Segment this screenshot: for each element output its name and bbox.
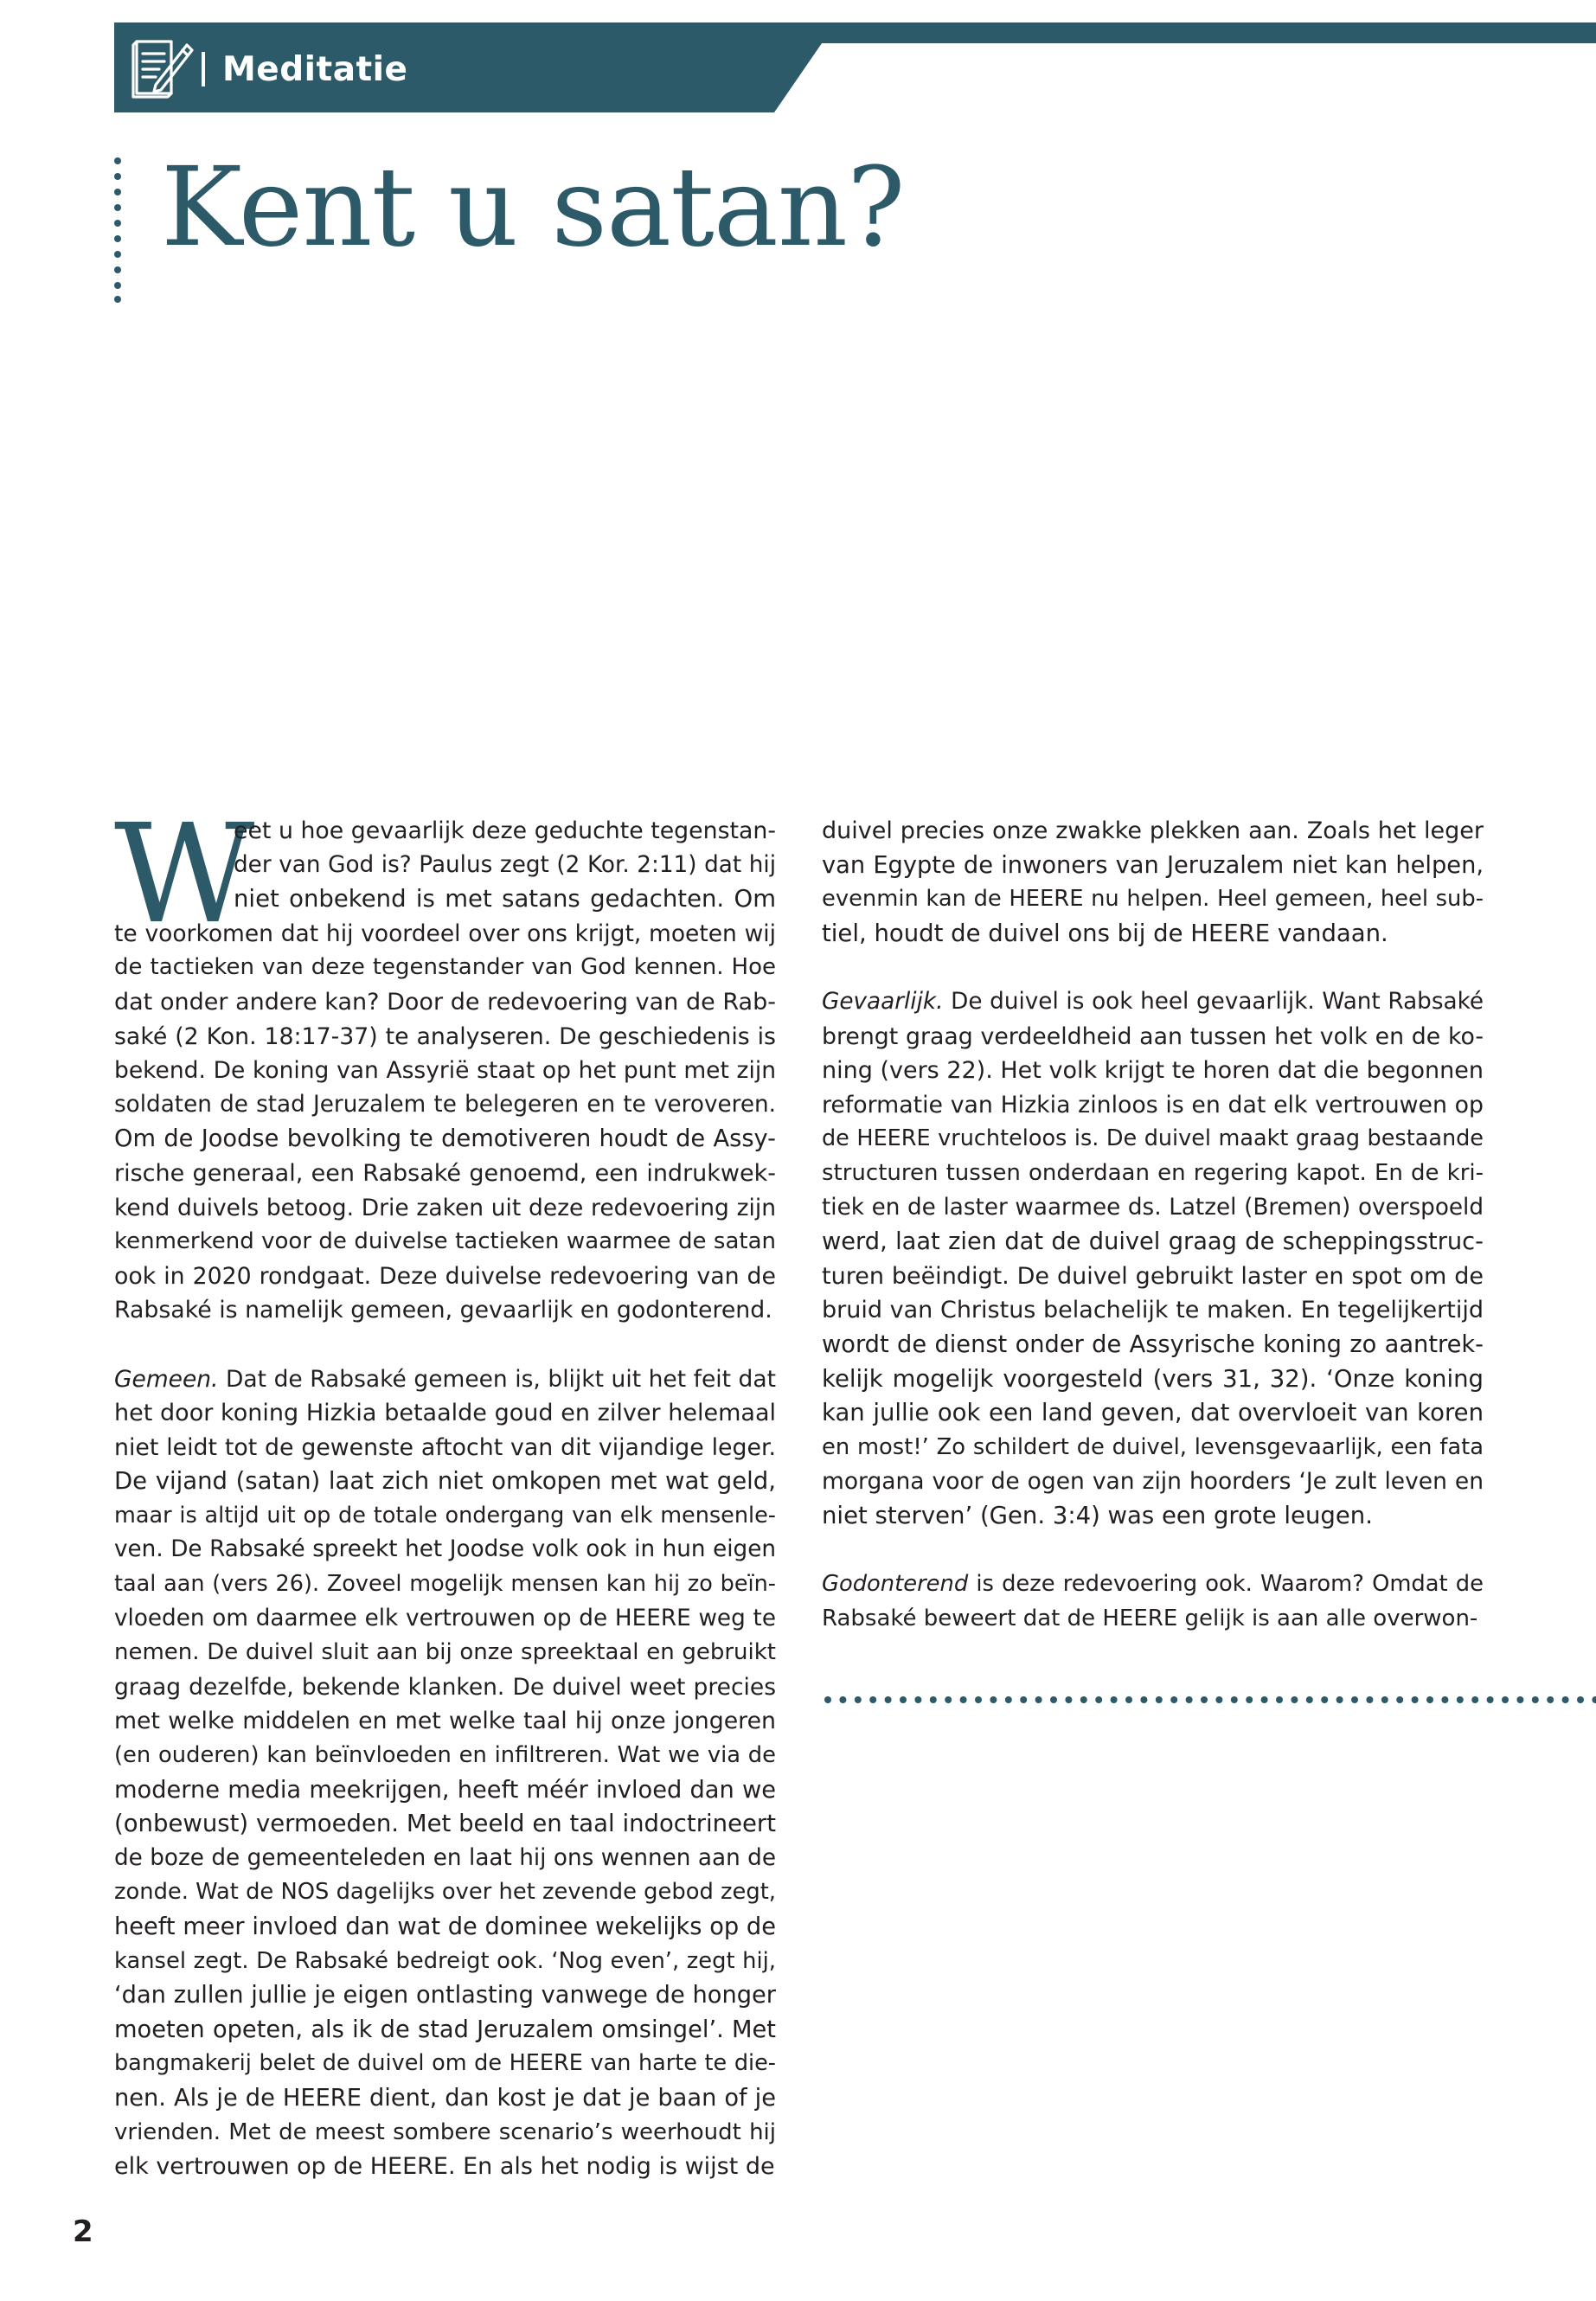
text-line-content: van Egypte de inwoners van Jeruzalem niet kan helpen, [822,851,1484,879]
text-line-content: moderne media meekrijgen, heeft méér invloed dan we [114,1776,776,1804]
text-line-content: tiek en de laster waarmee ds. Latzel (Bremen) overspoeld [822,1194,1484,1221]
text-line [114,1465,776,1499]
separator [202,52,205,87]
decoration-dot [1035,1696,1042,1703]
text-line-content: graag dezelfde, bekende klanken. De duivel weet precies [114,1673,776,1701]
text-line [822,1225,1484,1259]
text-line [114,1670,776,1705]
decoration-dot [1095,1696,1102,1703]
paragraph [114,1362,776,2184]
text-line-content: zonde. Wat de NOS dagelijks over het zevende gebod zegt, [114,1879,776,1906]
text-line-content: brengt graag verdeeldheid aan tussen het volk en de ko- [822,1022,1484,1050]
text-line [114,2081,776,2116]
text-line-content: ven. De Rabsaké spreekt het Joodse volk ook in hun eigen [114,1536,776,1563]
text-line [114,1225,776,1259]
decoration-dot [975,1696,982,1703]
text-line-content: moeten opeten, als ik de stad Jeruzalem omsingel’. Met [114,2016,776,2043]
decoration-dot [1487,1696,1494,1703]
text-line [822,1157,1484,1191]
text-line-content: eet u hoe gevaarlijk deze geduchte tegenstan- [234,817,776,844]
text-line-content: structuren tussen onderdaan en regering kapot. En de kri- [822,1159,1484,1186]
article-title: Kent u satan? [161,144,905,271]
text-line [114,1054,776,1088]
decoration-dot [1050,1696,1057,1703]
drop-cap: W [114,795,255,954]
paragraph [822,1567,1484,1636]
text-line [114,1259,776,1294]
text-line-content: kelijk mogelijk voorgesteld (vers 31, 32). ‘Onze koning [822,1364,1484,1393]
text-line-content: De duivel is ook heel gevaarlijk. Want Rabsaké [943,988,1484,1015]
paragraph-gap [822,951,1484,985]
paragraph-lead: Gemeen. [114,1365,219,1393]
decoration-dot [839,1696,846,1703]
text-line [114,1704,776,1739]
title-dots-decoration [111,156,125,303]
decoration-dot [1592,1696,1596,1703]
text-line-content: het door koning Hizkia betaalde goud en zilver helemaal [114,1400,776,1427]
text-line [822,814,1484,849]
text-line-content: elk vertrouwen op de HEERE. En als het nodig is wijst de [114,2153,775,2181]
paragraph [114,814,776,1328]
decoration-dot [1381,1696,1388,1703]
text-line [114,917,776,952]
text-line-content: Rabsaké is namelijk gemeen, gevaarlijk en godonterend. [114,1297,772,1324]
text-line-content: kan jullie ook een land geven, dat overvloeit van koren [822,1399,1484,1427]
text-line [114,1842,776,1876]
decoration-dot [1366,1696,1373,1703]
decoration-dot [900,1696,907,1703]
decoration-dot [1516,1696,1523,1703]
text-line-content: duivel precies onze zwakke plekken aan. Zoals het leger [822,817,1484,844]
text-line-content: heeft meer invloed dan wat de dominee wekelijks op de [114,1913,776,1940]
decoration-dot [1321,1696,1328,1703]
text-line-content: dat onder andere kan? Door de redevoering van de Rab- [114,988,776,1016]
text-line [822,1293,1484,1328]
column-end-dots-decoration [822,1694,1596,1706]
text-line [114,1122,776,1157]
decoration-dot [1125,1696,1132,1703]
text-line [114,1739,776,1773]
decoration-dot [914,1696,921,1703]
text-line-content: vrienden. Met de meest sombere scenario’s weerhoudt hij [114,2118,776,2145]
section-label [202,42,407,97]
decoration-dot [1532,1696,1539,1703]
decoration-dot [1396,1696,1403,1703]
text-line [114,1396,776,1431]
text-line [114,1807,776,1842]
decoration-dot [1170,1696,1177,1703]
text-line [822,1567,1484,1602]
text-line-content: der van God is? Paulus zegt (2 Kor. 2:11) dat hij [234,851,776,878]
paragraph-gap [114,1328,776,1362]
decoration-dot [1306,1696,1313,1703]
text-line-content: kansel zegt. De Rabsaké bedreigt ook. ‘Nog even’, zegt hij, [114,1947,776,1974]
text-line-content: vloeden om daarmee elk vertrouwen op de HEERE weg te [114,1605,776,1631]
decoration-dot [869,1696,876,1703]
pen-and-paper-icon [130,35,195,100]
text-line [114,849,776,883]
decoration-dot [930,1696,937,1703]
text-line-content: soldaten de stad Jeruzalem te belegeren en te veroveren. [114,1091,776,1118]
decoration-dot [1261,1696,1268,1703]
text-line [114,1157,776,1191]
text-line [114,1533,776,1567]
text-line [114,1362,776,1397]
section-label-text: Meditatie [222,49,408,89]
text-line [114,1567,776,1602]
decoration-dot [1502,1696,1509,1703]
text-line-content: met welke middelen en met welke taal hij onze jongeren [114,1708,776,1735]
text-line-content: kend duivels betoog. Drie zaken uit deze redevoering zijn [114,1194,776,1221]
text-line-content: te voorkomen dat hij voordeel over ons krijgt, moeten wij [114,920,776,947]
text-line [822,1088,1484,1123]
article-column-left [114,814,776,2184]
text-line-content: taal aan (vers 26). Zoveel mogelijk mensen kan hij zo beïn- [114,1571,776,1598]
text-line [114,1499,776,1534]
decoration-dot [1156,1696,1163,1703]
text-line [114,2013,776,2048]
decoration-dot [1547,1696,1554,1703]
text-line-content: evenmin kan de HEERE nu helpen. Heel gemeen, heel sub- [822,886,1484,913]
text-line [822,1328,1484,1362]
decoration-dot [1215,1696,1222,1703]
text-line [114,1191,776,1226]
decoration-dot [1412,1696,1419,1703]
text-line [822,1499,1484,1534]
text-line [114,1602,776,1637]
text-line-content: morgana voor de ogen van zijn hoorders ‘Je zult leven en [822,1468,1484,1496]
text-line-content: ning (vers 22). Het volk krijgt te horen dat die begonnen [822,1057,1484,1085]
decoration-dot [1080,1696,1087,1703]
text-line [114,814,776,849]
text-line [114,1636,776,1670]
decoration-dot [1201,1696,1208,1703]
paragraph-gap [822,1533,1484,1567]
text-line [822,882,1484,917]
text-line-content: maar is altijd uit op de totale ondergang van elk mensenle- [114,1502,776,1529]
text-line [822,1259,1484,1294]
text-line-content: tiel, houdt de duivel ons bij de HEERE vandaan. [822,919,1388,947]
text-line [822,917,1484,952]
decoration-dot [1140,1696,1147,1703]
decoration-dot [1291,1696,1298,1703]
text-line [114,1910,776,1945]
text-line-content: kenmerkend voor de duivelse tactieken waarmee de satan [114,1228,776,1255]
text-line [114,1773,776,1808]
text-line [822,1396,1484,1431]
paragraph-lead: Godonterend [822,1571,969,1598]
text-line-content: de HEERE vruchteloos is. De duivel maakt graag bestaande [822,1125,1484,1152]
text-line-content: bekend. De koning van Assyrië staat op het punt met zijn [114,1057,776,1085]
decoration-dot [1577,1696,1584,1703]
text-line [114,1293,776,1328]
decoration-dot [1111,1696,1118,1703]
text-line-content: nen. Als je de HEERE dient, dan kost je dat je baan of je [114,2084,776,2112]
decoration-dot [1336,1696,1343,1703]
text-line [114,1875,776,1910]
text-line [822,1431,1484,1465]
text-line-content: niet onbekend is met satans gedachten. Om [234,885,776,913]
text-line-content: de tactieken van deze tegenstander van God kennen. Hoe [114,954,776,981]
text-line [114,1020,776,1054]
text-line-content: ‘dan zullen jullie je eigen ontlasting vanwege de honger [114,1982,776,2009]
text-line [114,1978,776,2013]
decoration-dot [1005,1696,1012,1703]
text-line [114,985,776,1020]
text-line-content: bangmakerij belet de duivel om de HEERE van harte te die- [114,2050,776,2077]
decoration-dot [1276,1696,1283,1703]
text-line-content: (en ouderen) kan beïnvloeden en infiltreren. Wat we via de [114,1742,776,1769]
text-line [822,1020,1484,1054]
text-line-content: niet leidt tot de gewenste aftocht van dit vijandige leger. [114,1433,776,1461]
decoration-dot [885,1696,892,1703]
decoration-dot [1426,1696,1433,1703]
text-line [114,2047,776,2081]
text-line-content: werd, laat zien dat de duivel graag de scheppingsstruc- [822,1228,1484,1256]
text-line-content: (onbewust) vermoeden. Met beeld en taal indoctrineert [114,1810,776,1838]
text-line-content: de boze de gemeenteleden en laat hij ons wennen aan de [114,1844,776,1871]
decoration-dot [1351,1696,1358,1703]
decoration-dot [1186,1696,1193,1703]
decoration-dot [1231,1696,1238,1703]
article-column-right [822,814,1484,1636]
text-line [822,1362,1484,1397]
decoration-dot [1441,1696,1448,1703]
paragraph [822,985,1484,1534]
text-line [114,882,776,917]
decoration-dot [1562,1696,1569,1703]
text-line-content: nemen. De duivel sluit aan bij onze spreektaal en gebruikt [114,1639,776,1666]
text-line [114,1431,776,1465]
decoration-dot [855,1696,862,1703]
decoration-dot [1246,1696,1253,1703]
text-line-content: De vijand (satan) laat zich niet omkopen met wat geld, [114,1467,776,1496]
decoration-dot [990,1696,997,1703]
text-line-content: rische generaal, een Rabsaké genoemd, een indrukwek- [114,1159,776,1187]
text-line-content: reformatie van Hizkia zinloos is en dat elk vertrouwen op [822,1091,1484,1118]
text-line-content: saké (2 Kon. 18:17-37) te analyseren. De geschiedenis is [114,1022,776,1050]
text-line [114,2150,776,2184]
text-line-content: niet sterven’ (Gen. 3:4) was een grote leugen. [822,1501,1373,1529]
text-line-content: is deze redevoering ook. Waarom? Omdat de [968,1571,1484,1598]
text-line [822,1122,1484,1157]
decoration-dot [1065,1696,1072,1703]
text-line [114,1088,776,1123]
text-line [822,849,1484,883]
text-line [822,1602,1484,1637]
text-line-content: wordt de dienst onder de Assyrische koning zo aantrek- [822,1330,1484,1358]
text-line [114,2116,776,2150]
text-line [822,985,1484,1020]
decoration-dot [1020,1696,1027,1703]
text-line-content: Rabsaké beweert dat de HEERE gelijk is aan alle overwon- [822,1605,1478,1631]
text-line-content: en most!’ Zo schildert de duivel, levensgevaarlijk, een fata [822,1433,1484,1460]
decoration-dot [945,1696,952,1703]
text-line [822,1191,1484,1226]
text-line-content: Dat de Rabsaké gemeen is, blijkt uit het feit dat [218,1365,776,1393]
decoration-dot [1471,1696,1478,1703]
text-line-content: bruid van Christus belachelijk te maken. En tegelijkertijd [822,1297,1484,1324]
text-line [114,1945,776,1979]
page-number: 2 [73,2214,93,2249]
text-line [822,1054,1484,1088]
paragraph [822,814,1484,951]
decoration-dot [960,1696,967,1703]
text-line-content: Om de Joodse bevolking te demotiveren houdt de Assy- [114,1125,776,1153]
paragraph-lead: Gevaarlijk. [822,988,944,1015]
text-line [822,1465,1484,1499]
text-line-content: turen beëindigt. De duivel gebruikt laster en spot om de [822,1262,1484,1290]
decoration-dot [824,1696,831,1703]
text-line [114,951,776,985]
decoration-dot [1457,1696,1464,1703]
text-line-content: ook in 2020 rondgaat. Deze duivelse redevoering van de [114,1262,776,1290]
